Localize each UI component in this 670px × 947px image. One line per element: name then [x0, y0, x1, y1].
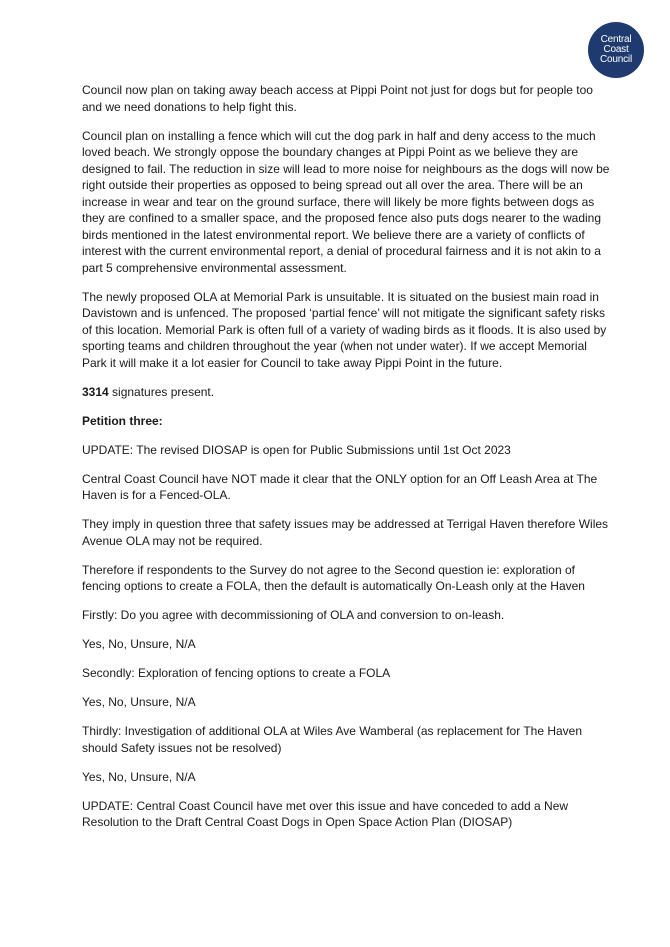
logo-line-2: Coast: [603, 44, 629, 55]
answer-options-first: Yes, No, Unsure, N/A: [82, 637, 196, 651]
logo-line-3: Council: [600, 54, 632, 65]
logo-line-1: Central: [600, 34, 632, 45]
question-first: Firstly: Do you agree with decommissioning of OLA and conversion to on-leash.: [82, 608, 505, 622]
central-coast-council-logo: [588, 22, 644, 78]
answer-options-third: Yes, No, Unsure, N/A: [82, 769, 196, 784]
question-third: Thirdly: Investigation of additional OLA at Wiles Ave Wamberal (as replacement for The Haven should Safety issues not be resolved): [82, 724, 583, 755]
paragraph-fence-plan: Council plan on installing a fence which will cut the dog park in half and deny access to the much loved beach. We strongly oppose the boundary changes at Pippi Point as we believe they are designed to fail. The reduction in size will lead to more noise for neighbours as the dogs will now be right outside their properties as opposed to being spread out all over the area. There will be an increase in wear and tear on the ground surface, there will likely be more fights between dogs as they are confined to a smaller space, and the proposed fence also puts dogs nearer to the wading birds mentioned in the latest environmental report. We believe there are a variety of conflicts of interest with the current environmental report, a denial of procedural fairness and it is not akin to a part 5 comprehensive environmental assessment.: [82, 128, 610, 275]
signatures-line: [82, 384, 610, 401]
paragraph-question-three: They imply in question three that safety issues may be addressed at Terrigal Haven therefore Wiles Avenue OLA may not be required.: [82, 517, 609, 548]
document-body: [82, 82, 610, 843]
paragraph-update-resolution: UPDATE: Central Coast Council have met over this issue and have conceded to add a New Resolution to the Draft Central Coast Dogs in Open Space Action Plan (DIOSAP): [82, 798, 569, 829]
question-second: Secondly: Exploration of fencing options to create a FOLA: [82, 666, 391, 680]
answer-options-second: Yes, No, Unsure, N/A: [82, 695, 196, 709]
paragraph-beach-access: Council now plan on taking away beach access at Pippi Point not just for dogs but for people too and we need donations to help fight this.: [82, 83, 593, 114]
signatures-text: signatures present.: [108, 384, 215, 399]
petition-heading: Petition three:: [82, 413, 163, 428]
paragraph-fenced-ola: Central Coast Council have NOT made it clear that the ONLY option for an Off Leash Area at The Haven is for a Fenced-OLA.: [82, 471, 598, 502]
paragraph-memorial-park: The newly proposed OLA at Memorial Park is unsuitable. It is situated on the busiest main road in Davistown and is unfenced. The proposed ‘partial fence’ will not mitigate the significant safety risks of this location. Memorial Park is often full of a variety of wading birds as it floods. It is also used by sporting teams and children throughout the year (when not under water). If we accept Memorial Park it will make it a lot easier for Council to take away Pippi Point in the future.: [82, 289, 607, 370]
signatures-count: 3314: [82, 384, 109, 399]
paragraph-update-diosap: UPDATE: The revised DIOSAP is open for Public Submissions until 1st Oct 2023: [82, 442, 511, 457]
paragraph-respondents: Therefore if respondents to the Survey do not agree to the Second question ie: exploration of fencing options to create a FOLA, then the default is automatically On-Leash only at the Haven: [82, 562, 585, 593]
